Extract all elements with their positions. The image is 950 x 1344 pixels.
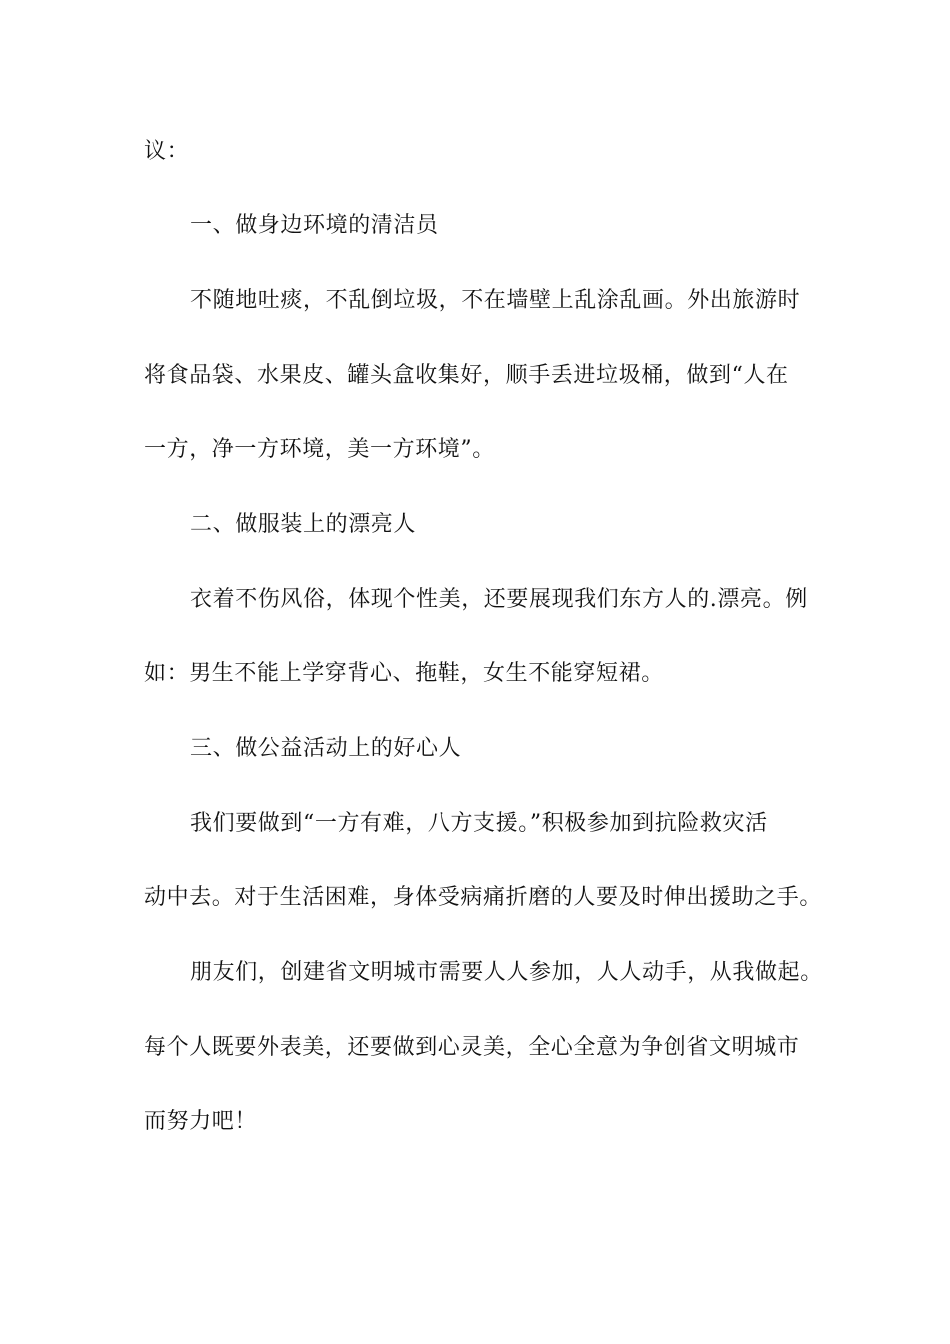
text-line: 动中去。对于生活困难，身体受病痛折磨的人要及时伸出援助之手。 [144,885,823,910]
text-line: 而努力吧！ [144,1109,258,1134]
text-line: 一方，净一方环境，美一方环境”。 [144,437,495,462]
text-line: 衣着不伤风俗，体现个性美，还要展现我们东方人的.漂亮。例 [190,587,808,612]
text-line: 我们要做到“一方有难，八方支援。”积极参加到抗险救灾活 [190,811,768,836]
section-heading: 一、做身边环境的清洁员 [190,213,439,238]
text-line: 如：男生不能上学穿背心、拖鞋，女生不能穿短裙。 [144,661,664,686]
text-line: 将食品袋、水果皮、罐头盒收集好，顺手丢进垃圾桶，做到“人在 [144,363,789,388]
text-line: 议： [144,139,190,164]
text-line: 不随地吐痰，不乱倒垃圾，不在墙壁上乱涂乱画。外出旅游时 [190,288,801,313]
section-heading: 二、做服装上的漂亮人 [190,512,417,537]
text-line: 朋友们，创建省文明城市需要人人参加，人人动手，从我做起。 [190,960,823,985]
text-line: 每个人既要外表美，还要做到心灵美，全心全意为争创省文明城市 [144,1035,800,1060]
section-heading: 三、做公益活动上的好心人 [190,736,462,761]
